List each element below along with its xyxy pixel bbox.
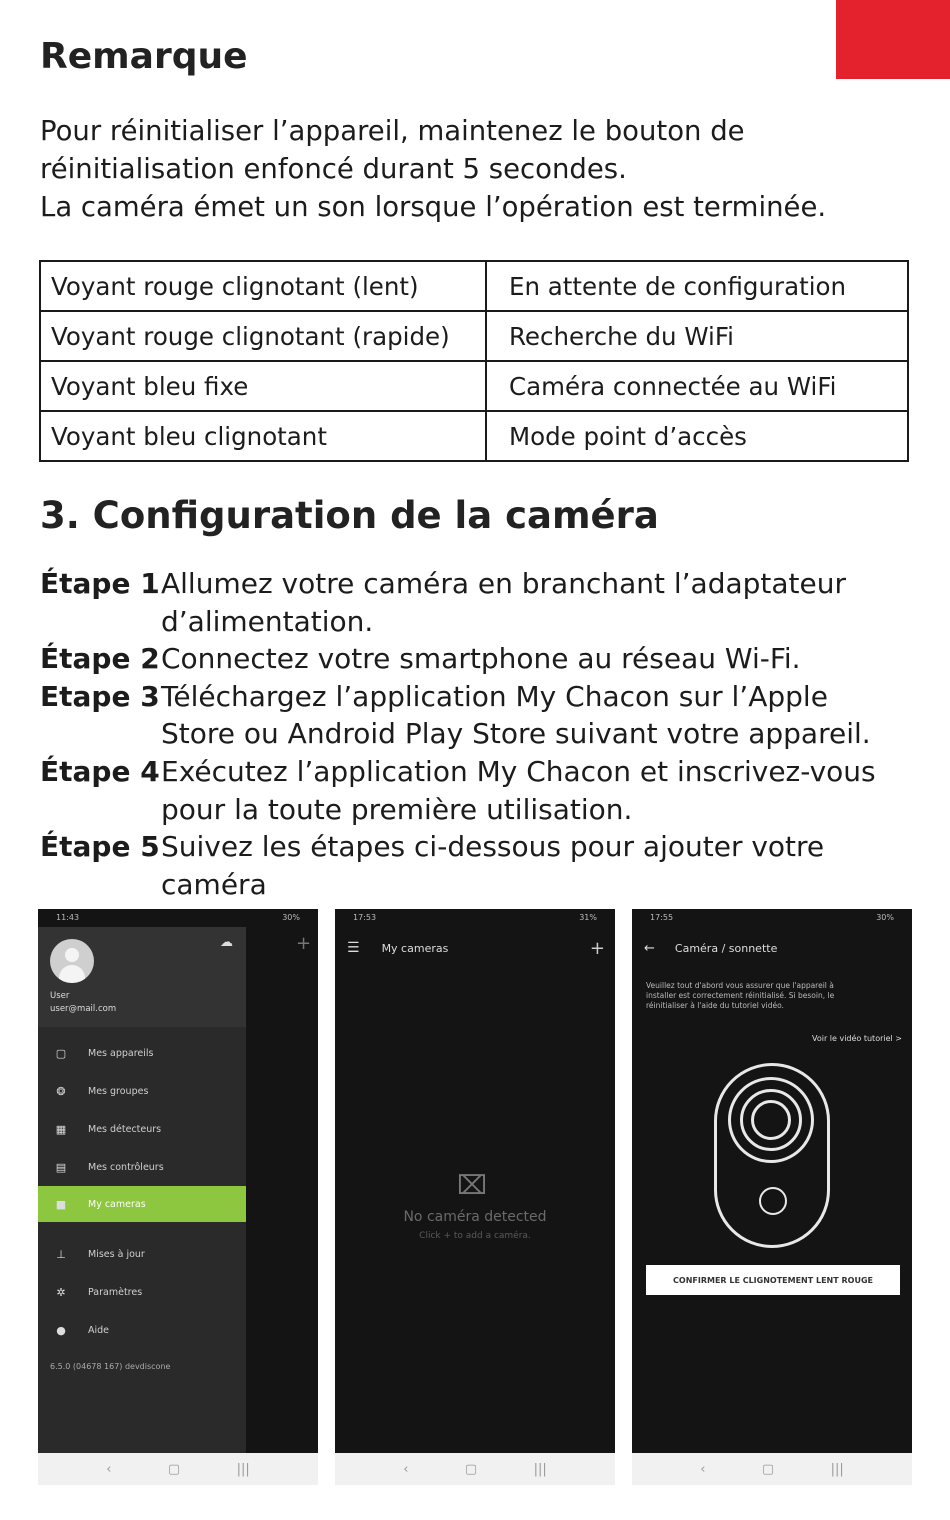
controller-icon: ▤ — [55, 1160, 67, 1174]
video-tutorial-link[interactable]: Voir le vidéo tutoriel > — [811, 1034, 902, 1043]
android-nav-bar — [632, 1453, 912, 1485]
led-meaning: Caméra connectée au WiFi — [486, 361, 908, 411]
cloud-icon[interactable]: ☁ — [220, 935, 233, 950]
config-steps — [40, 565, 910, 903]
led-meaning: En attente de configuration — [486, 261, 908, 311]
led-meaning: Mode point d’accès — [486, 411, 908, 461]
home-icon[interactable]: ▢ — [761, 1461, 775, 1477]
step-text — [160, 565, 910, 640]
led-indicator: Voyant rouge clignotant (lent) — [40, 261, 486, 311]
security-camera-icon: ⌧ — [457, 1171, 487, 1201]
brand-corner-block — [836, 0, 950, 79]
menu-item-devices[interactable] — [38, 1035, 246, 1071]
user-email: user@mail.com — [50, 1004, 117, 1014]
status-time: 17:53 — [353, 913, 377, 922]
add-icon[interactable]: + — [296, 933, 312, 954]
step-line: pour la toute première utilisation. — [161, 792, 633, 826]
step-line: Suivez les étapes ci-dessous pour ajouter votre — [161, 830, 825, 864]
remark-line: Pour réinitialiser l’appareil, maintenez le bouton de — [40, 115, 745, 147]
table-row — [40, 261, 908, 311]
drawer-header — [38, 927, 246, 1027]
app-version: 6.5.0 (04678 167) devdiscone — [50, 1362, 171, 1371]
app-bar — [335, 935, 615, 961]
phone-screenshot-cameras — [335, 909, 615, 1485]
menu-item-label: Mes appareils — [88, 1047, 154, 1059]
step-label: Etape 3 — [40, 679, 160, 713]
menu-item-groups[interactable] — [38, 1073, 246, 1109]
android-nav-bar — [38, 1453, 318, 1485]
step-text — [160, 640, 910, 678]
add-camera-icon[interactable]: + — [589, 937, 605, 959]
doorbell-button-icon — [759, 1187, 787, 1215]
instruction-line: Veuillez tout d'abord vous assurer que l'appareil à — [646, 981, 834, 990]
empty-state-title: No caméra detected — [403, 1209, 547, 1225]
menu-item-label: Mes contrôleurs — [88, 1161, 164, 1173]
help-icon: ● — [56, 1323, 66, 1337]
phone-screenshot-doorbell — [632, 909, 912, 1485]
status-time: 17:55 — [650, 913, 674, 922]
step-line: d’alimentation. — [161, 604, 374, 638]
config-heading: 3. Configuration de la caméra — [40, 494, 659, 537]
step-label: Étape 2 — [40, 642, 160, 676]
avatar[interactable] — [50, 939, 94, 983]
menu-item-label: Mes groupes — [88, 1085, 149, 1097]
menu-item-settings[interactable] — [38, 1274, 246, 1310]
step-2 — [40, 640, 910, 678]
lens-ring-icon — [751, 1100, 791, 1140]
back-arrow-icon[interactable]: ← — [644, 940, 655, 956]
step-label: Étape 4 — [40, 754, 160, 788]
status-bar — [632, 909, 912, 927]
led-meaning: Recherche du WiFi — [486, 311, 908, 361]
menu-item-help[interactable] — [38, 1312, 246, 1348]
remark-heading: Remarque — [40, 36, 248, 77]
instruction-line: réinitialiser à l'aide du tutoriel vidéo. — [646, 1001, 784, 1010]
step-line: Store ou Android Play Store suivant votre appareil. — [161, 717, 871, 751]
menu-item-label: Paramètres — [88, 1286, 143, 1298]
step-line: Allumez votre caméra en branchant l’adaptateur — [161, 567, 847, 600]
led-indicator: Voyant bleu fixe — [40, 361, 486, 411]
settings-icon: ✲ — [56, 1285, 66, 1299]
step-3 — [40, 678, 910, 753]
led-status-table — [39, 260, 909, 462]
home-icon[interactable]: ▢ — [167, 1461, 181, 1477]
recent-apps-icon[interactable]: ||| — [533, 1461, 547, 1477]
group-icon: ❂ — [56, 1084, 66, 1098]
app-bar — [632, 935, 912, 961]
android-nav-bar — [335, 1453, 615, 1485]
back-icon[interactable]: ‹ — [403, 1461, 409, 1477]
step-1 — [40, 565, 910, 640]
back-icon[interactable]: ‹ — [106, 1461, 112, 1477]
step-5 — [40, 828, 910, 903]
step-4 — [40, 753, 910, 828]
step-line: Exécutez l’application My Chacon et inscrivez-vous — [161, 754, 876, 788]
camera-icon: ■ — [55, 1197, 67, 1211]
status-bar — [335, 909, 615, 927]
step-label: Étape 5 — [40, 830, 160, 864]
device-icon: ▢ — [55, 1046, 67, 1060]
recent-apps-icon[interactable]: ||| — [236, 1461, 250, 1477]
status-bar — [38, 909, 318, 927]
screen-title: Caméra / sonnette — [674, 941, 778, 955]
home-icon[interactable]: ▢ — [464, 1461, 478, 1477]
menu-item-label: Mes détecteurs — [88, 1123, 162, 1135]
remark-line: La caméra émet un son lorsque l’opération est terminée. — [40, 191, 827, 223]
recent-apps-icon[interactable]: ||| — [830, 1461, 844, 1477]
hamburger-menu-icon[interactable]: ☰ — [347, 940, 360, 956]
menu-item-detectors[interactable] — [38, 1111, 246, 1147]
update-icon: ⊥ — [56, 1247, 66, 1261]
screen-title: My cameras — [381, 941, 449, 955]
empty-state-hint: Click + to add a caméra. — [419, 1231, 531, 1241]
instruction-line: installer est correctement réinitialisé. Si besoin, le — [646, 991, 835, 1000]
menu-item-controllers[interactable] — [38, 1149, 246, 1185]
confirm-slow-red-blink-button[interactable]: CONFIRMER LE CLIGNOTEMENT LENT ROUGE — [646, 1265, 900, 1295]
step-line: caméra — [161, 867, 267, 901]
menu-item-label: My cameras — [88, 1198, 146, 1210]
status-battery: 30% — [282, 913, 300, 922]
remark-line: réinitialisation enfoncé durant 5 secondes. — [40, 153, 627, 185]
status-battery: 30% — [876, 913, 894, 922]
status-time: 11:43 — [56, 913, 80, 922]
step-label: Étape 1 — [40, 567, 160, 600]
status-battery: 31% — [579, 913, 597, 922]
step-text — [160, 753, 910, 828]
menu-item-cameras[interactable] — [38, 1186, 246, 1222]
reset-instructions — [646, 981, 904, 1011]
step-text — [160, 678, 910, 753]
menu-item-updates[interactable] — [38, 1236, 246, 1272]
user-name: User — [50, 991, 70, 1001]
step-line: Téléchargez l’application My Chacon sur l’Apple — [161, 679, 828, 713]
table-row — [40, 311, 908, 361]
step-line: Connectez votre smartphone au réseau Wi-Fi. — [161, 642, 801, 676]
back-icon[interactable]: ‹ — [700, 1461, 706, 1477]
led-indicator: Voyant rouge clignotant (rapide) — [40, 311, 486, 361]
led-indicator: Voyant bleu clignotant — [40, 411, 486, 461]
phone-screenshot-menu — [38, 909, 318, 1485]
menu-item-label: Mises à jour — [88, 1248, 145, 1260]
menu-item-label: Aide — [88, 1324, 110, 1336]
detector-icon: ▦ — [55, 1122, 67, 1136]
remark-paragraph — [40, 112, 900, 226]
table-row — [40, 411, 908, 461]
table-row — [40, 361, 908, 411]
step-text — [160, 828, 910, 903]
